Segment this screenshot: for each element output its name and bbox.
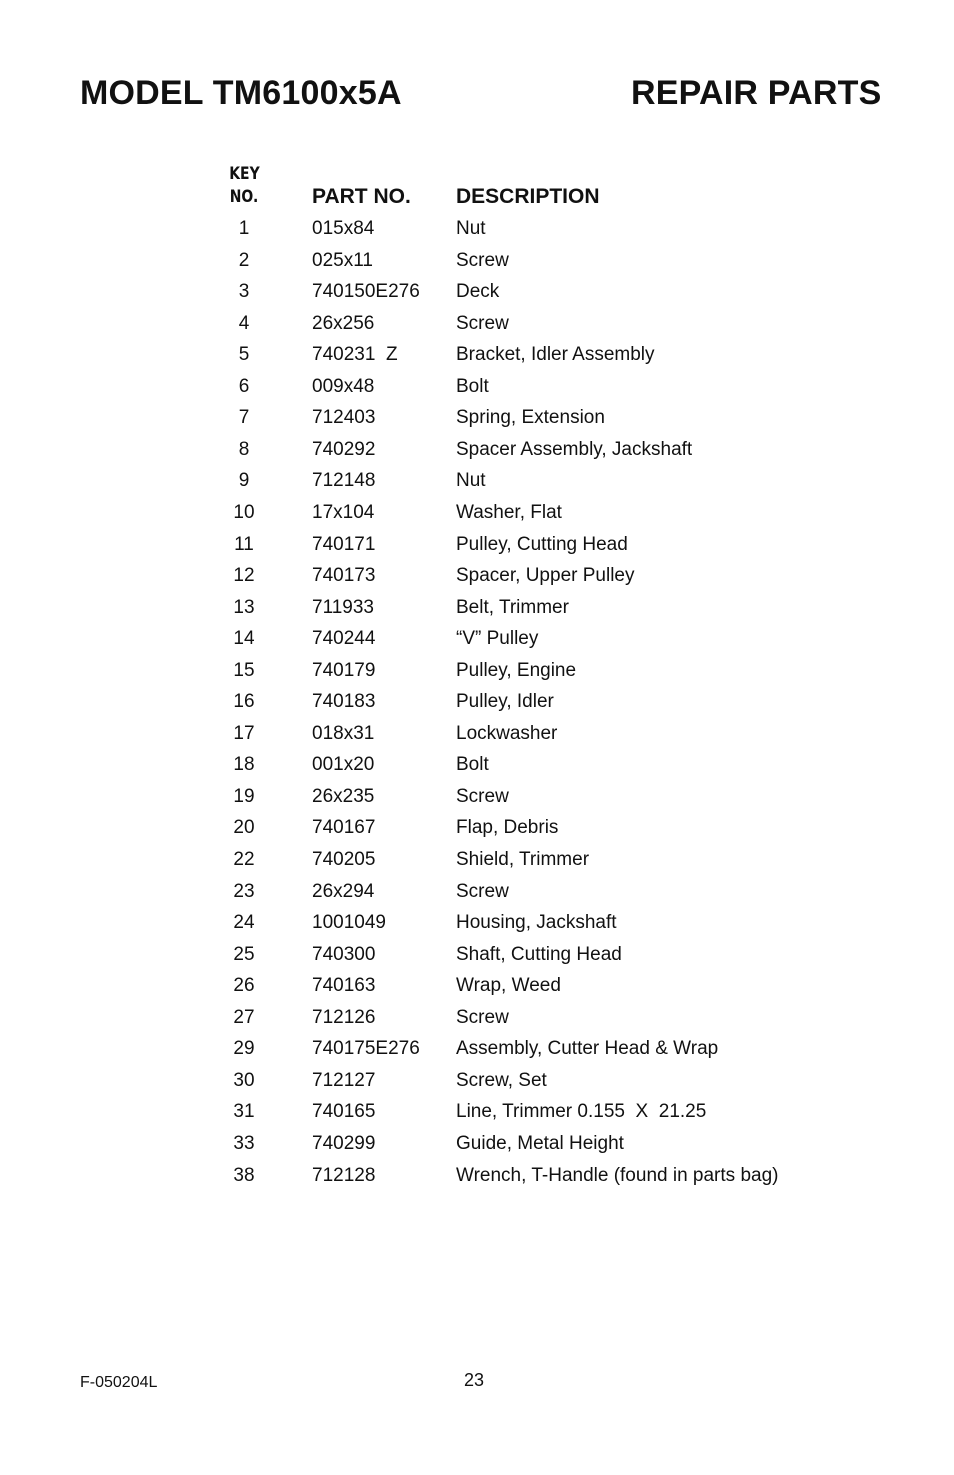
description-cell: Belt, Trimmer (456, 596, 569, 618)
part-no-cell: 17x104 (312, 501, 375, 523)
key-no-cell: 4 (238, 312, 250, 334)
key-no-cell: 38 (233, 1164, 255, 1186)
table-row (0, 816, 954, 846)
description-cell: Lockwasher (456, 722, 558, 744)
key-no-cell: 24 (233, 912, 255, 934)
key-no-cell: 1 (238, 218, 250, 239)
key-header-line1: KEY (229, 164, 260, 184)
table-row (0, 1132, 954, 1162)
key-no-cell: 8 (238, 438, 250, 460)
table-row (0, 880, 954, 910)
key-no-cell: 3 (238, 281, 250, 303)
description-cell: Pulley, Engine (456, 659, 577, 681)
table-row (0, 249, 954, 279)
table-row (0, 911, 954, 941)
key-no-cell: 2 (238, 249, 250, 271)
table-row (0, 596, 954, 626)
part-no-cell: 001x20 (312, 754, 375, 776)
part-no-cell: 712127 (312, 1069, 376, 1091)
part-no-cell: 740173 (312, 565, 376, 587)
part-no-cell: 740163 (312, 975, 376, 997)
description-cell: Bolt (456, 375, 489, 397)
part-no-cell: 26x235 (312, 785, 375, 807)
key-no-cell: 20 (233, 817, 255, 839)
part-no-cell: 711933 (312, 596, 374, 618)
part-no-cell: 712148 (312, 470, 376, 492)
description-cell: Shield, Trimmer (456, 849, 590, 870)
table-row (0, 722, 954, 752)
table-row (0, 1164, 954, 1194)
description-cell: Screw, Set (456, 1069, 547, 1091)
part-no-cell: 712128 (312, 1164, 376, 1186)
description-cell: “V” Pulley (456, 628, 539, 650)
description-cell: Spring, Extension (456, 407, 605, 429)
table-row (0, 501, 954, 531)
part-no-cell: 009x48 (312, 375, 375, 397)
description-cell: Nut (456, 470, 486, 492)
table-row (0, 280, 954, 310)
key-no-cell: 15 (233, 659, 255, 681)
key-no-cell: 29 (233, 1038, 255, 1060)
table-row (0, 753, 954, 783)
table-row (0, 1037, 954, 1067)
description-cell: Washer, Flat (456, 501, 562, 523)
table-row (0, 533, 954, 563)
table-row (0, 974, 954, 1004)
table-row (0, 406, 954, 436)
key-header-line2: NO. (229, 187, 259, 207)
key-no-cell: 30 (233, 1069, 255, 1091)
key-no-cell: 12 (233, 565, 255, 587)
description-cell: Pulley, Idler (456, 691, 554, 713)
part-no-cell: 26x294 (312, 880, 375, 902)
description-cell: Screw (456, 785, 509, 807)
description-cell: Screw (456, 1006, 509, 1028)
key-no-cell: 14 (233, 628, 255, 650)
model-title: MODEL TM6100x5A (80, 74, 402, 112)
part-no-cell: 740150E276 (312, 281, 420, 303)
part-no-cell: 740175E276 (312, 1038, 420, 1060)
part-no-cell: 740179 (312, 659, 376, 681)
description-cell: Housing, Jackshaft (456, 912, 617, 934)
part-no-cell: 740165 (312, 1101, 376, 1123)
key-no-cell: 23 (233, 880, 255, 902)
key-no-cell: 27 (233, 1006, 255, 1028)
table-row (0, 217, 954, 247)
description-cell: Nut (456, 218, 486, 239)
part-no-cell: 740231 Z (312, 344, 398, 366)
part-no-cell: 740171 (312, 533, 376, 555)
table-row (0, 785, 954, 815)
description-cell: Flap, Debris (456, 817, 559, 839)
description-cell: Deck (456, 281, 500, 303)
table-row (0, 943, 954, 973)
key-no-cell: 17 (233, 722, 255, 744)
description-cell: Bolt (456, 754, 489, 776)
description-cell: Pulley, Cutting Head (456, 533, 628, 555)
table-row (0, 312, 954, 342)
page-number: 23 (464, 1370, 485, 1390)
table-row (0, 343, 954, 373)
part-no-cell: 740244 (312, 628, 376, 650)
part-no-cell: 740300 (312, 943, 376, 965)
part-no-header: PART NO. (312, 185, 411, 208)
table-row (0, 469, 954, 499)
table-row (0, 627, 954, 657)
table-row (0, 690, 954, 720)
part-no-cell: 26x256 (312, 312, 375, 334)
key-no-header (229, 163, 259, 209)
table-row (0, 659, 954, 689)
key-no-cell: 11 (234, 533, 254, 555)
description-cell: Guide, Metal Height (456, 1132, 624, 1154)
description-cell: Bracket, Idler Assembly (456, 344, 655, 366)
description-cell: Spacer, Upper Pulley (456, 565, 635, 587)
key-no-cell: 18 (233, 754, 255, 776)
description-cell: Assembly, Cutter Head & Wrap (456, 1038, 719, 1060)
description-cell: Line, Trimmer 0.155 X 21.25 (456, 1101, 707, 1123)
table-row (0, 1069, 954, 1099)
description-cell: Shaft, Cutting Head (456, 943, 622, 965)
key-no-cell: 31 (233, 1101, 255, 1123)
key-no-cell: 6 (238, 375, 250, 397)
part-no-cell: 1001049 (312, 912, 386, 934)
key-no-cell: 7 (238, 407, 250, 429)
description-cell: Screw (456, 880, 509, 902)
description-cell: Screw (456, 312, 509, 334)
description-cell: Wrap, Weed (456, 975, 561, 997)
part-no-cell: 740205 (312, 849, 376, 870)
table-row (0, 848, 954, 878)
part-no-cell: 025x11 (312, 249, 373, 271)
part-no-cell: 712126 (312, 1006, 376, 1028)
table-row (0, 1100, 954, 1130)
key-no-cell: 16 (233, 691, 255, 713)
table-row (0, 375, 954, 405)
part-no-cell: 740292 (312, 438, 376, 460)
description-cell: Screw (456, 249, 509, 271)
key-no-cell: 13 (233, 596, 255, 618)
section-title: REPAIR PARTS (631, 74, 882, 112)
key-no-cell: 5 (238, 344, 250, 366)
table-row (0, 564, 954, 594)
part-no-cell: 740299 (312, 1132, 376, 1154)
part-no-cell: 018x31 (312, 722, 375, 744)
table-row (0, 438, 954, 468)
key-no-cell: 19 (233, 785, 255, 807)
description-header: DESCRIPTION (456, 185, 600, 208)
part-no-cell: 015x84 (312, 218, 375, 239)
key-no-cell: 10 (233, 501, 255, 523)
description-cell: Spacer Assembly, Jackshaft (456, 438, 693, 460)
key-no-cell: 22 (233, 849, 255, 870)
description-cell: Wrench, T-Handle (found in parts bag) (456, 1164, 779, 1186)
key-no-cell: 25 (233, 943, 255, 965)
key-no-cell: 26 (233, 975, 255, 997)
table-row (0, 1006, 954, 1036)
part-no-cell: 740183 (312, 691, 376, 713)
part-no-cell: 712403 (312, 407, 376, 429)
form-number: F-050204L (80, 1374, 158, 1391)
key-no-cell: 33 (233, 1132, 255, 1154)
key-no-cell: 9 (238, 470, 250, 492)
part-no-cell: 740167 (312, 817, 376, 839)
